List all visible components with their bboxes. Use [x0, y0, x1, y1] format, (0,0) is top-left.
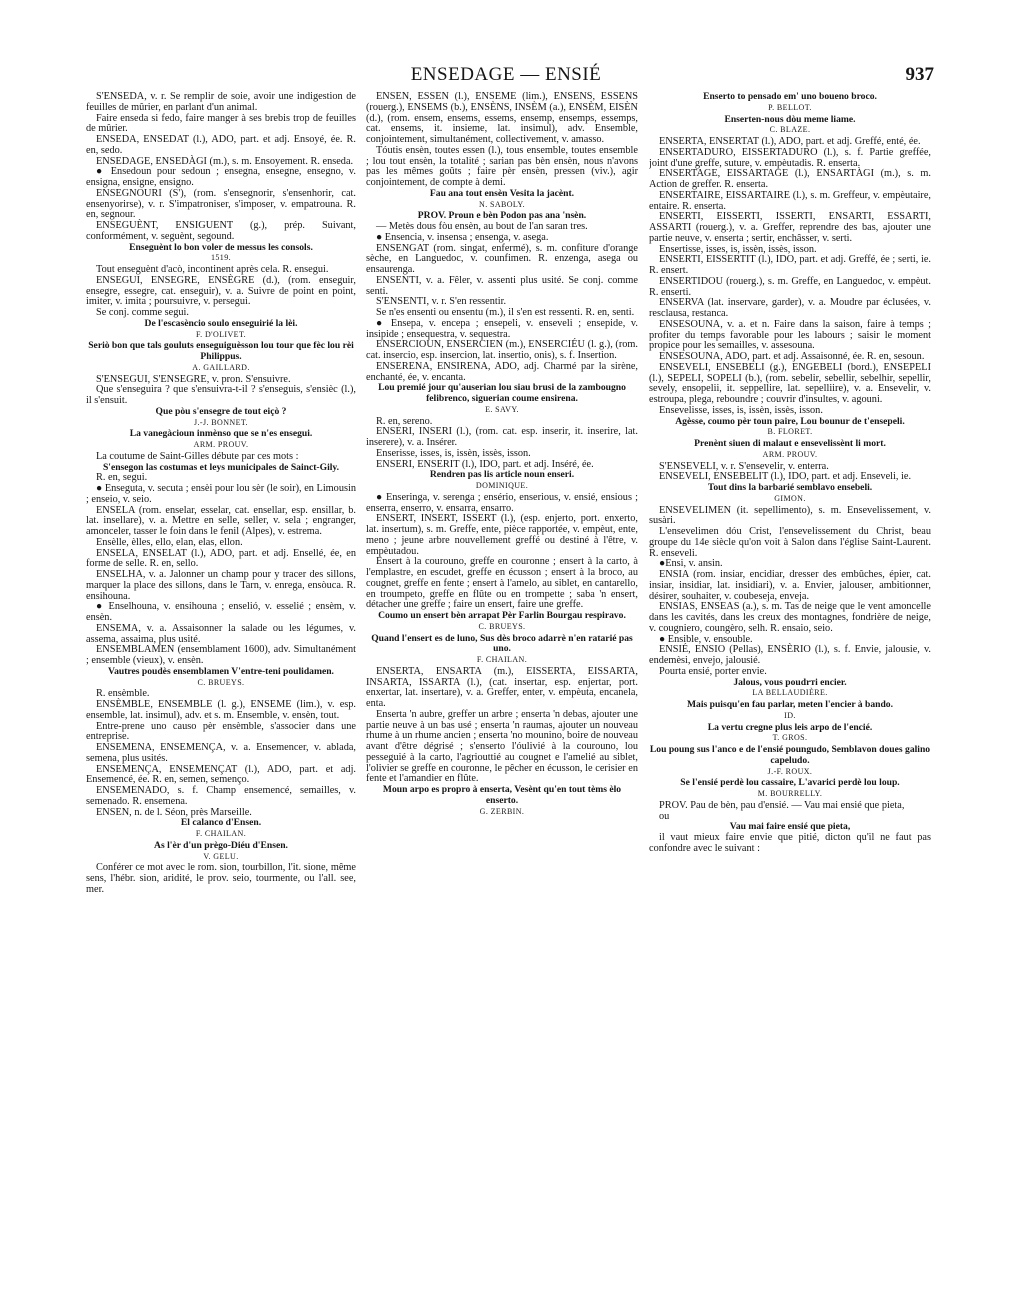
quotation: Fau ana tout ensèn Vesita la jacènt.	[429, 187, 575, 199]
dictionary-entry: Que s'enseguira ? que s'ensuivra-t-il ? s'enseguis, s'ensièc (l.), il s'ensuit.	[86, 384, 356, 406]
citation-source: J.-F. ROUX.	[767, 766, 813, 776]
citation-source: J.-J. BONNET.	[194, 417, 248, 427]
dictionary-entry: ENSEVELI, ENSEBELI (g.), ENGEBELI (bord.), ENSEPELI (l.), SEPELI, SOPELI (b.), (rom. sebelir, sebellir, sebelhir, sepellir, sevely, ensopelii, it. seppellire, lat. sepelliire), v. a. Ensevelir, v. estroupa, plega, reboundre ; couvrir d'insultes, v. agouni.	[649, 361, 931, 405]
dictionary-entry: ou	[659, 810, 670, 822]
dictionary-entry: ENSEGNOURI (S'), (rom. s'ensegnorir, s'ensenhorir, cat. ensenyorirse), v. r. S'impatroniser, s'imposer, v. empatrouna. R. en, segnour.	[86, 187, 356, 221]
dictionary-entry: ENSEGUÈNT, ENSIGUENT (g.), prép. Suivant, conformément, v. seguènt, segound.	[86, 220, 356, 242]
quotation: Jalous, vous poudrті encier.	[733, 676, 847, 688]
dictionary-entry: Tout enseguènt d'acò, incontinent après cela. R. ensegui.	[96, 264, 329, 275]
dictionary-entry: ENSERVA (lat. inservare, garder), v. a. Moudre par éclusées, v. resclausa, restanca.	[649, 297, 931, 319]
dictionary-entry: S'ENSEVELI, v. r. S'ensevelir, v. enterra.	[659, 460, 829, 472]
citation-source: ID.	[784, 710, 796, 720]
dictionary-entry: ENSEN, n. de l. Séon, près Marseille.	[96, 806, 252, 818]
citation-source: C. BRUEYS.	[197, 677, 245, 687]
dictionary-entry: Tóutis ensèn, toutes essen (l.), tous ensemble, toutes ensemble ; lou tout ensèn, la totalité ; sarian pas bèn ensèn, nous n'avons pas les mêmes goûts ; faire pèr ensèn, pressen (viv.), agir conjointement, de compte à demi.	[366, 144, 638, 188]
dictionary-entry: ENSERI, INSERI (l.), (rom. cat. esp. inserir, it. inserire, lat. inserere), v. a. Insérer.	[366, 426, 638, 448]
dictionary-entry: ● Ensepa, v. encepa ; ensepeli, v. enseveli ; ensepide, v. insipide ; ensequestra, v. sequestra.	[366, 317, 638, 340]
dictionary-entry: Ensevelisse, isses, is, issèn, issès, isson.	[659, 404, 823, 416]
citation-source: G. ZERBIN.	[479, 806, 525, 816]
quotation: Tout dins la barbarié semblavo ensebeli.	[707, 482, 873, 493]
column-2	[366, 92, 638, 1272]
dictionary-entry: ENSENTI, v. a. Fêler, v. assenti plus usité. Se conj. comme senti.	[366, 274, 638, 297]
quotation: Agèsse, coumo pèr toun paire, Lou bounur de t'ensepeli.	[675, 415, 905, 427]
dictionary-entry: La coutume de Saint-Gilles débute par ces mots :	[96, 450, 299, 462]
dictionary-entry: ENSELHA, v. a. Jalonner un champ pour y tracer des sillons, marquer la place des sillons, dans le Tarn, v. enrega, ensòuca. R. ensihouna.	[86, 569, 356, 602]
citation-source: DOMINIQUE.	[475, 481, 529, 490]
dictionary-entry: Enserta 'n aubre, greffer un arbre ; enserta 'n debas, ajouter une partie neuve à un bas usé ; enserta 'n raumas, ajouter un nouveau rhume à un rhume ancien ; enserta 'no mounino, boire de nouveau avant d'être dégrisé ; s'enserto l'óulivié à la courouno, lou pesseguié à la carto, l'agriouttié au cougnet e l'amelié au siblet, l'olivier se greffe en couronne, le pêcher en écusson, le cerisier en fente et l'amandier en flûte.	[366, 708, 638, 785]
page-header	[78, 62, 934, 92]
quotation: Seriò bon que tals gouluts enseguiguèsson lou tour que fèc lou rèi Philippus.	[88, 340, 354, 362]
dictionary-entry: ENSERTI, EISSERTIT (l.), IDO, part. et adj. Greffé, ée ; serti, ie. R. ensert.	[649, 254, 931, 276]
running-title: ENSEDAGE — ENSIÉ	[410, 64, 602, 85]
quotation: As l'èr d'un prègo-Diéu d'Ensen.	[154, 839, 288, 851]
citation-source: M. BOURRELLY.	[757, 789, 823, 798]
dictionary-entry: Pourta ensié, porter envie.	[659, 665, 767, 677]
dictionary-entry: ENSÈN, ESSEN (l.), ENSEME (lim.), ENSENS, ESSENS (rouerg.), ENSEMS (b.), ENSÈNS, INSÈM (a.), ENSÈM, EISÈN (d.), (rom. ensem, ensems, essems, ensemp, ensemps, essemps, cat. ensems, it. insieme, lat. insimul), adv. Ensemble, conjointement, simultanément, collectivement, v. amasso.	[366, 92, 638, 145]
quotation: Lou premié jour qu'auserian lou siau brusi de la zambougno felibrenco, siguerian coume ensirena.	[378, 382, 626, 404]
quotation: Lou poung sus l'anco e de l'ensié poungudo, Semblavon doues galino capeludo.	[649, 744, 931, 766]
dictionary-entry: il vaut mieux faire envie que pitié, dicton qu'il ne faut pas confondre avec le suivant :	[649, 832, 931, 854]
quotation: Prenènt siuen di malaut e ensevelissènt li mort.	[694, 438, 886, 449]
quotation: Enserto to pensado em' uno boueno broco.	[703, 92, 877, 102]
citation-source: A. GAILLARD.	[192, 362, 250, 372]
dictionary-entry: ENSEDAGE, ENSEDÀGI (m.), s. m. Ensoyement. R. enseda.	[96, 155, 354, 167]
dictionary-entry: ENSEDA, ENSEDAT (l.), ADO, part. et adj. Ensoyé, ée. R. en, sedo.	[86, 134, 356, 156]
dictionary-entry: ENSEMBLAMEN (ensemblament 1600), adv. Simultanément ; ensemble (vieux), v. ensèn.	[86, 644, 356, 666]
quotation: Mais puisqu'en fau parlar, meten l'encier à bando.	[686, 699, 894, 710]
citation-source: E. SAVY.	[485, 404, 519, 414]
quotation: Vautres poudès ensemblamen V'entre-teni poulidamen.	[108, 665, 334, 677]
dictionary-entry: ● Ensedoun pour sedoun ; ensegna, ensegne, ensegno, v. ensigna, ensigne, ensigno.	[86, 166, 356, 188]
dictionary-entry: ENSERT, INSERT, ISSERT (l.), (esp. enjerto, port. enxerto, lat. insertum), s. m. Greffe, ente, pièce rapportée, v. empèut, ente, meno ; jeune arbre nouvellement greffé ou destiné à l'être, v. empèutadou.	[366, 513, 638, 557]
dictionary-entry: S'ENSENTI, v. r. S'en ressentir.	[376, 296, 507, 308]
dictionary-entry: Entre-prene uno causo pèr ensèmble, s'associer dans une entreprise.	[86, 720, 356, 743]
quotation: Moun arpo es propro à enserta, Vesènt qu'en tout tèms èlo enserto.	[382, 784, 622, 806]
dictionary-entry: ENSERI, ENSERIT (l.), IDO, part. et adj. Inséré, ée.	[376, 458, 594, 470]
dictionary-entry: ENSEMENA, ENSEMENÇA, v. a. Ensemencer, v. ablada, semena, plus usités.	[86, 742, 356, 764]
quotation: PROV. Proun e bèn Podon pas ana 'nsèn.	[417, 210, 587, 222]
dictionary-entry: R. ensèmble.	[96, 688, 150, 700]
dictionary-entry: Se n'es ensenti ou ensentu (m.), il s'en est ressenti. R. en, senti.	[376, 307, 635, 318]
dictionary-entry: Ensertisse, isses, is, issèn, issès, isson.	[659, 243, 817, 255]
dictionary-entry: ● Enseguta, v. secuta ; ensèi pour lou sèr (le soir), en Limousin ; enseio, v. seio.	[86, 483, 356, 505]
quotation: De l'escasèncio soulo enseguirié la lèi.	[144, 317, 298, 329]
dictionary-entry: ENSEMA, v. a. Assaisonner la salade ou les légumes, v. assema, assaima, plus usité.	[86, 622, 356, 645]
citation-source: T. GROS.	[772, 733, 808, 743]
dictionary-entry: Se conj. comme segui.	[96, 307, 189, 318]
citation-source: C. BRUEYS.	[478, 621, 526, 631]
quotation: Quand l'ensert es de luno, Sus dès broco adarrè n'en ratarié pas uno.	[371, 632, 633, 655]
citation-source: 1519.	[211, 253, 231, 263]
quotation: La vertu cregne plus leis arpo de l'encié.	[707, 721, 873, 733]
dictionary-entry: Faire enseda si fedo, faire manger à ses brebis trop de feuilles de mûrier.	[86, 112, 356, 135]
dictionary-entry: Enserisse, isses, is, issèn, issès, isson.	[376, 447, 531, 459]
dictionary-entry: ● Ensencia, v. insensa ; ensenga, v. asega.	[376, 231, 549, 243]
dictionary-entry: ENSELA (rom. enselar, esselar, cat. ensellar, esp. ensillar, b. lat. insellare), v. a. Mettre en selle, seller, v. sela ; engranger, amonceler, tasser le foin dans le fenil (Alpes), v. estrema.	[86, 504, 356, 537]
citation-source: B. FLORET.	[767, 427, 813, 437]
dictionary-entry: PROV. Pau de bèn, pau d'ensié. — Vau mai ensié que pieta,	[659, 799, 905, 811]
citation-source: C. BLAZE.	[769, 125, 811, 135]
quotation: Vau mai faire ensié que pieta,	[729, 821, 851, 833]
dictionary-entry: Conférer ce mot avec le rom. sion, tourbillon, l'it. sione, même sens, l'hébr. sion, aridité, le prov. seio, tourmente, ou l'all. see, mer.	[86, 862, 356, 895]
dictionary-entry: ENSERTIDOU (rouerg.), s. m. Greffe, en Languedoc, v. empèut. R. enserti.	[649, 275, 931, 298]
dictionary-entry: — Metès dous fòu ensèn, au bout de l'an saran tres.	[376, 221, 588, 232]
dictionary-entry: R. en, sereno.	[376, 415, 433, 427]
dictionary-entry: ENSENGAT (rom. singat, enfermé), s. m. confiture d'orange sèche, en Languedoc, v. counfimen. R. enzenga, asega ou ensaurenga.	[366, 242, 638, 275]
dictionary-entry: ENSEMENADO, s. f. Champ ensemencé, semailles, v. semenado. R. ensemena.	[86, 785, 356, 807]
dictionary-entry: ENSEVELI, ENSEBELIT (l.), IDO, part. et adj. Enseveli, ie.	[659, 471, 912, 483]
dictionary-entry: ● Ensible, v. ensouble.	[659, 633, 753, 645]
dictionary-entry: ENSERENA, ENSIRENA, ADO, adj. Charmé par la sirène, enchanté, ée, v. encanta.	[366, 360, 638, 383]
dictionary-entry: ENSIAS, ENSEAS (a.), s. m. Tas de neige que le vent amoncelle dans les cavités, dans les creux des montagnes, fondrière de neige, v. cougniero, coungèro, selh. R. ensaio, seio.	[649, 601, 931, 634]
dictionary-entry: ENSEGUI, ENSEGRE, ENSÈGRE (d.), (rom. enseguir, ensegre, essegre, cat. enseguir), v. a. Suivre de point en point, imiter, v. imita ; poursuivre, v. persegui.	[86, 274, 356, 308]
citation-source: GIMON.	[774, 493, 806, 503]
dictionary-entry: ENSESOUNA, ADO, part. et adj. Assaisonné, ée. R. en, sesoun.	[659, 351, 925, 362]
quotation: Coumo un ensert bèn arrapat Pèr Farlin Bourgau respiravo.	[378, 610, 626, 621]
page-number: 937	[905, 64, 934, 85]
dictionary-entry: S'ENSEDA, v. r. Se remplir de soie, avoir une indigestion de feuilles de mûrier, en parlant d'un animal.	[86, 92, 356, 113]
quotation: El calanco d'Ensen.	[180, 817, 262, 829]
column-1	[86, 92, 356, 1272]
citation-source: F. CHAILAN.	[476, 655, 528, 664]
quotation: Que pòu s'ensegre de tout eiçò ?	[155, 405, 287, 417]
quotation: S'ensegon las costumas et leys municipales de Sainct-Gily.	[102, 461, 340, 473]
dictionary-entry: ENSERTI, EISSERTI, ISSERTI, ENSARTI, ESSARTI, ASSARTI (rouerg.), v. a. Greffer, reprendre des bas, ajouter une partie neuve, v. enserta ; sertir, enchâsser, v. serti.	[649, 211, 931, 244]
dictionary-entry: L'ensevelimen dóu Crist, l'ensevelissement du Christ, beau groupe du 14e siècle qu'on voit à Salon dans l'église Saint-Laurent. R. enseveli.	[649, 526, 931, 559]
citation-source: LA BELLAUDIÈRE.	[752, 688, 828, 698]
dictionary-entry: Ensèlle, èlles, ello, elan, elas, ellon.	[96, 536, 243, 548]
quotation: Enseguènt lo bon voler de messus les consols.	[129, 241, 313, 253]
dictionary-entry: ENSERTAIRE, EISSARTAIRE (l.), s. m. Greffeur, v. empèutaire, entaire. R. enserta.	[649, 189, 931, 212]
dictionary-entry: ENSERCIOUN, ENSERCIEN (m.), ENSERCIÉU (l. g.), (rom. cat. insercio, esp. insercion, lat. insertio, onis), s. f. Insertion.	[366, 339, 638, 361]
dictionary-entry: S'ENSEGUI, S'ENSEGRE, v. pron. S'ensuivre.	[96, 373, 291, 385]
dictionary-entry: ENSIA (rom. insiar, encidiar, dresser des embûches, épier, cat. insiar, insidiar, lat. insidiari), v. a. Envier, jalouser, ambitionner, désirer, souhaiter, v. coubesejа, enveja.	[649, 569, 931, 602]
dictionary-entry: R. en, segui.	[96, 472, 148, 484]
dictionary-entry: ENSERTAGE, EISSARTAGE (l.), ENSARTÀGI (m.), s. m. Action de greffer. R. enserta.	[649, 168, 931, 190]
dictionary-entry: ENSERTA, ENSERTAT (l.), ADO, part. et adj. Greffé, enté, ée.	[659, 136, 921, 147]
dictionary-entry: ENSIÉ, ENSIO (Pellas), ENSÈRIO (l.), s. f. Envie, jalousie, v. endemèsi, envejo, jalousié.	[649, 644, 931, 666]
dictionary-entry: ENSÈMBLE, ENSEMBLE (l. g.), ENSEME (lim.), v. esp. ensemble, lat. insimul), adv. et s. m. Ensemble, v. ensèn, tout.	[86, 699, 356, 721]
quotation: La vanegàcioun inmènso que se n'es ensegui.	[129, 428, 313, 440]
dictionary-entry: ENSEVELIMEN (it. sepellimento), s. m. Ensevelissement, v. susàri.	[649, 504, 931, 527]
citation-source: F. CHAILAN.	[195, 829, 247, 838]
quotation: Rendren pas lis article noun enseri.	[429, 469, 575, 481]
column-3	[649, 92, 931, 1272]
citation-source: ARM. PROUV.	[762, 449, 818, 459]
dictionary-entry: ENSERTA, ENSARTA (m.), EISSERTA, EISSARTA, INSARTA, ISSARTA (l.), (cat. insertar, esp. enjertar, port. enxertar, lat. insertare), v. a. Greffer, enter, v. empèuta, encanela, enta.	[366, 665, 638, 709]
quotation: Se l'ensié perdè lou cassaire, L'avarici perdè lou loup.	[680, 777, 900, 789]
dictionary-entry: ENSERTADURO, EISSERTADURO (l.), s. f. Partie greffée, joint d'une greffe, suture, v. empèutadis. R. enserta.	[649, 146, 931, 169]
citation-source: N. SABOLY.	[479, 199, 525, 209]
citation-source: F. D'OLIVET.	[195, 329, 247, 339]
dictionary-entry: ENSESOUNA, v. a. et n. Faire dans la saison, faire à temps ; profiter du temps favorable pour les labours ; saisir le moment propice pour les semailles, v. assesouna.	[649, 318, 931, 352]
dictionary-entry: ● Enseringa, v. serenga ; ensério, enserious, v. ensié, ensious ; enserra, enserro, v. ensarra, ensarro.	[366, 491, 638, 514]
dictionary-entry: ●Ensi, v. ansin.	[659, 558, 723, 570]
citation-source: V. GELU.	[203, 851, 239, 861]
dictionary-entry: Ensert à la courouno, greffe en couronne ; ensert à la carto, à l'emplastre, en escudet, greffe en écusson ; ensert à la broco, au cougnet, greffe en fente ; ensert à l'amelo, au siblet, en cantarello, en troumpeto, greffe en flûte ou en trompette ; saba 'n ensert, détacher une greffe ; faire un ensert, faire une greffe.	[366, 556, 638, 611]
dictionary-entry: ENSEMENÇA, ENSEMENÇAT (l.), ADO, part. et adj. Ensemencé, ée. R. en, semen, semenço.	[86, 763, 356, 786]
quotation: Enserten-nous dòu meme liame.	[724, 113, 856, 125]
dictionary-entry: ● Enselhouna, v. ensihouna ; enselió, v. esselié ; ensèm, v. ensèn.	[86, 601, 356, 623]
citation-source: P. BELLOT.	[768, 102, 812, 112]
citation-source: ARM. PROUV.	[193, 440, 249, 449]
dictionary-entry: ENSELA, ENSELAT (l.), ADO, part. et adj. Ensellé, ée, en forme de selle. R. en, sello.	[86, 547, 356, 570]
